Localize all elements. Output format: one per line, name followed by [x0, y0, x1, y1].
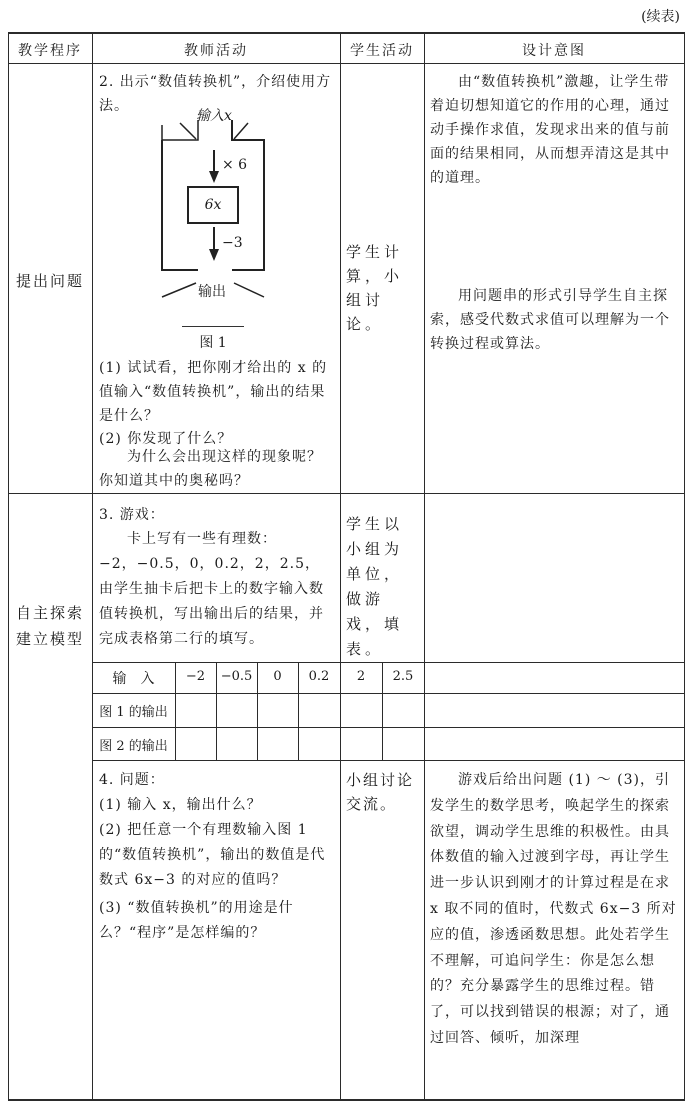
header-teacher: 教师活动	[184, 43, 248, 59]
rule-bottom	[8, 1099, 685, 1101]
problem-q2: (2) 把任意一个有理数输入图 1 的“数值转换机”，输出的数值是代数式 6x−3 的对应的值吗？	[99, 822, 326, 888]
machine-input-label: 输入x	[196, 108, 232, 124]
intent-1: 由“数值转换机”激趣，让学生带着迫切想知道它的作用的心理，通过动手操作求值，发现求出来的值与前面的结果相同，从而想弄清这是其中的道理。	[430, 74, 670, 186]
header-procedure: 教学程序	[18, 43, 82, 59]
io-input-5: 2	[356, 669, 366, 684]
game-title: 3. 游戏：	[99, 507, 165, 523]
rule-table-mid2	[92, 727, 685, 728]
procedure-label-2: 自主探索建立模型	[16, 604, 85, 648]
rule-right	[684, 32, 685, 1101]
figure-caption: 图 1	[199, 335, 227, 351]
machine-op1: × 6	[222, 157, 248, 173]
machine-op2: −3	[222, 235, 243, 251]
machine-box-label: 6x	[204, 197, 222, 213]
rule-table-mid1	[92, 693, 685, 694]
problem-title: 4. 问题：	[99, 772, 165, 788]
teacher-question-2b: 为什么会出现这样的现象呢？你知道其中的奥秘吗？	[99, 449, 322, 489]
caption-rule	[182, 326, 244, 327]
problem-q3: (3) “数值转换机”的用途是什么？“程序”是怎样编的？	[99, 900, 294, 941]
teacher-question-2: (2) 你发现了什么？	[99, 431, 233, 447]
conversion-machine-diagram	[150, 105, 280, 330]
continued-label: (续表)	[641, 9, 680, 25]
student-activity-1: 学生计算，小组讨论。	[346, 243, 404, 333]
rule-col3-lower	[424, 760, 425, 1100]
rule-row1-bottom	[8, 493, 685, 494]
io-row-label-input: 输 入	[112, 671, 155, 687]
io-input-1: −2	[185, 669, 206, 684]
rule-col3-upper	[424, 32, 425, 662]
procedure-label: 提出问题	[15, 272, 84, 290]
io-row-label-fig1: 图 1 的输出	[99, 705, 168, 720]
teacher-question-1: (1) 试试看，把你刚才给出的 x 的值输入“数值转换机”，输出的结果是什么？	[99, 360, 328, 424]
tbl-v7	[424, 662, 425, 760]
rule-table-bottom	[92, 760, 685, 761]
rule-col2-upper	[340, 32, 341, 662]
header-intent: 设计意图	[522, 43, 586, 59]
header-student: 学生活动	[350, 43, 414, 59]
machine-output-label: 输出	[198, 284, 226, 300]
teacher-intro: 2. 出示“数值转换机”，介绍使用方法。	[99, 74, 332, 114]
io-input-6: 2.5	[392, 669, 414, 684]
rule-col1	[92, 32, 93, 1101]
rule-top	[8, 32, 685, 34]
rule-table-top	[92, 662, 685, 663]
io-input-4: 0.2	[308, 669, 330, 684]
intent-3: 游戏后给出问题 (1) ～ (3)，引发学生的数学思考，唤起学生的探索欲望，调动学生思维的积极性。由具体数值的输入过渡到字母，再让学生进一步认识到刚才的计算过程是在求 x 取不同的值时，代数式 6x−3 所对应的值，渗透函数思想。此处若学生不理解，可追问学生：你是怎么想的？充分暴露学生的思维过程。错了，可以找到错误的根源；对了，通过回答、倾听，加深理	[430, 772, 677, 1046]
io-input-2: −0.5	[220, 669, 253, 684]
rule-header-bottom	[8, 63, 685, 64]
student-activity-2: 学生以小组为单位，做游戏，填表。	[346, 515, 404, 658]
rule-left	[8, 32, 9, 1101]
intent-2: 用问题串的形式引导学生自主探索，感受代数式求值可以理解为一个转换过程或算法。	[430, 288, 670, 352]
rule-col2-lower	[340, 760, 341, 1100]
io-row-label-fig2: 图 2 的输出	[99, 739, 168, 754]
game-body: 卡上写有一些有理数：−2，−0.5，0，0.2，2，2.5，由学生抽卡后把卡上的数字输入数值转换机，写出输出后的结果，并完成表格第二行的填写。	[99, 531, 324, 647]
io-input-3: 0	[273, 669, 282, 684]
problem-q1: (1) 输入 x，输出什么？	[99, 797, 262, 813]
student-activity-3: 小组讨论交流。	[346, 771, 415, 813]
